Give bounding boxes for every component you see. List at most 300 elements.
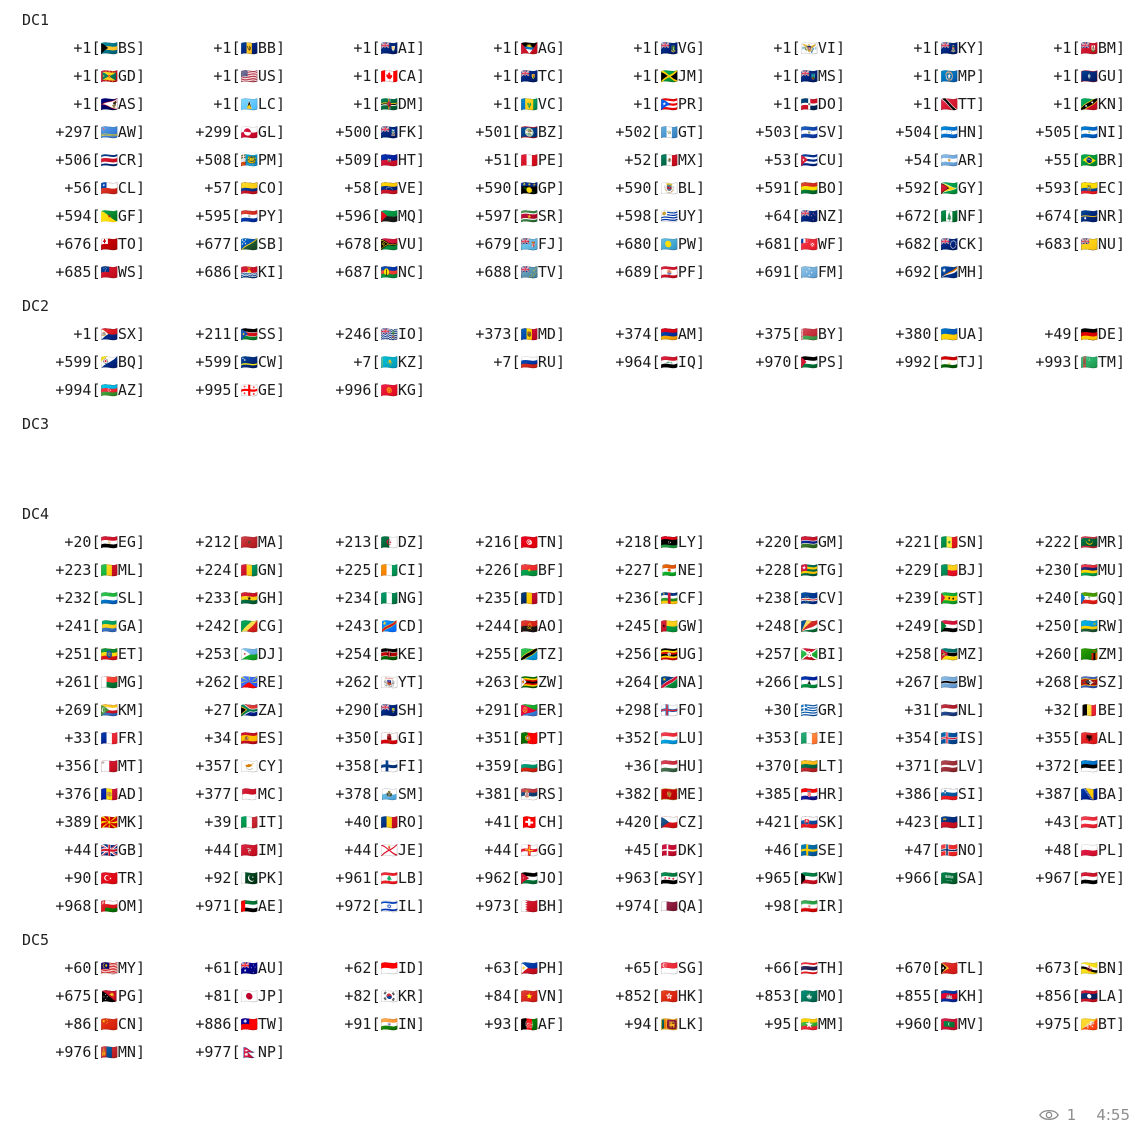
country-code-item[interactable]	[154, 1010, 294, 1038]
country-code-item[interactable]	[294, 836, 434, 864]
country-code-item[interactable]	[574, 612, 714, 640]
country-code-item[interactable]	[294, 780, 434, 808]
country-code-item[interactable]	[154, 836, 294, 864]
country-code-item[interactable]	[14, 640, 154, 668]
country-code-item[interactable]	[994, 668, 1134, 696]
bracket-close: ]	[695, 207, 705, 225]
country-code-item[interactable]	[714, 954, 854, 982]
bracket-open: [	[651, 39, 661, 57]
country-code-item[interactable]	[434, 808, 574, 836]
country-code-item[interactable]	[154, 982, 294, 1010]
country-code-item[interactable]	[434, 612, 574, 640]
country-code-item[interactable]	[574, 752, 714, 780]
country-code-item[interactable]	[994, 982, 1134, 1010]
country-code-item[interactable]	[294, 892, 434, 920]
flag-icon: 🇧🇷	[1080, 153, 1098, 169]
country-code-item[interactable]	[434, 1010, 574, 1038]
country-code-item[interactable]	[434, 348, 574, 376]
country-code-item[interactable]	[994, 1010, 1134, 1038]
iso-code: TD	[537, 589, 556, 607]
dial-code: +52	[624, 151, 652, 169]
country-code-item[interactable]	[854, 954, 994, 982]
country-code-item[interactable]	[574, 864, 714, 892]
country-code-item[interactable]	[994, 640, 1134, 668]
iso-code: ER	[537, 701, 556, 719]
country-code-item[interactable]	[14, 202, 154, 230]
country-code-item[interactable]	[154, 376, 294, 404]
country-code-item[interactable]	[154, 146, 294, 174]
iso-code: CV	[817, 589, 836, 607]
country-code-item[interactable]	[14, 892, 154, 920]
country-code-item[interactable]	[994, 864, 1134, 892]
bracket-close: ]	[835, 897, 845, 915]
country-code-item[interactable]	[994, 118, 1134, 146]
dial-code: +218	[615, 533, 652, 551]
country-code-item[interactable]	[154, 320, 294, 348]
country-code-item[interactable]	[294, 90, 434, 118]
country-code-item[interactable]	[154, 696, 294, 724]
dial-code: +249	[895, 617, 932, 635]
dial-code: +678	[335, 235, 372, 253]
country-code-item[interactable]	[434, 320, 574, 348]
country-code-item[interactable]	[294, 808, 434, 836]
country-code-item[interactable]	[154, 118, 294, 146]
country-code-item[interactable]	[574, 202, 714, 230]
dial-code: +54	[904, 151, 932, 169]
country-code-item[interactable]	[294, 348, 434, 376]
country-code-item[interactable]	[294, 174, 434, 202]
country-code-item[interactable]	[574, 954, 714, 982]
country-code-item[interactable]	[574, 724, 714, 752]
country-code-item[interactable]	[714, 724, 854, 752]
bracket-open: [	[371, 729, 381, 747]
country-code-item[interactable]	[434, 584, 574, 612]
country-code-item[interactable]	[574, 62, 714, 90]
country-code-item[interactable]	[574, 230, 714, 258]
country-code-item[interactable]	[294, 258, 434, 286]
country-code-item[interactable]	[854, 62, 994, 90]
country-code-item[interactable]	[14, 320, 154, 348]
flag-icon: 🇰🇪	[380, 647, 398, 663]
bracket-close: ]	[415, 729, 425, 747]
flag-icon: 🇯🇴	[520, 871, 538, 887]
bracket-open: [	[651, 123, 661, 141]
country-code-item[interactable]	[154, 808, 294, 836]
country-code-item[interactable]	[574, 118, 714, 146]
country-code-item[interactable]	[714, 864, 854, 892]
bracket-close: ]	[275, 589, 285, 607]
country-code-item[interactable]	[434, 668, 574, 696]
country-code-item[interactable]	[714, 808, 854, 836]
country-code-item[interactable]	[574, 836, 714, 864]
dial-code: +974	[615, 897, 652, 915]
dc-group-grid	[14, 320, 1130, 404]
country-code-item[interactable]	[434, 836, 574, 864]
country-code-item[interactable]	[434, 230, 574, 258]
flag-icon: 🇨🇳	[100, 1017, 118, 1033]
country-code-item[interactable]	[994, 696, 1134, 724]
country-code-item[interactable]	[294, 640, 434, 668]
bracket-open: [	[511, 1015, 521, 1033]
country-code-item[interactable]	[854, 528, 994, 556]
country-code-item[interactable]	[294, 62, 434, 90]
iso-code: PE	[537, 151, 556, 169]
country-code-item[interactable]	[714, 836, 854, 864]
country-code-item[interactable]	[434, 892, 574, 920]
flag-icon: 🇺🇸	[240, 69, 258, 85]
country-code-item[interactable]	[994, 836, 1134, 864]
country-code-item[interactable]	[574, 584, 714, 612]
country-code-item[interactable]	[574, 892, 714, 920]
bracket-open: [	[511, 673, 521, 691]
country-code-item[interactable]	[714, 174, 854, 202]
iso-code: SI	[957, 785, 976, 803]
country-code-item[interactable]	[14, 376, 154, 404]
country-code-item[interactable]	[434, 528, 574, 556]
country-code-item[interactable]	[854, 836, 994, 864]
country-code-item[interactable]	[294, 376, 434, 404]
country-code-item[interactable]	[294, 982, 434, 1010]
country-code-item[interactable]	[294, 146, 434, 174]
country-code-item[interactable]	[14, 118, 154, 146]
country-code-item[interactable]	[434, 780, 574, 808]
country-code-item[interactable]	[294, 320, 434, 348]
country-code-item[interactable]	[434, 258, 574, 286]
country-code-item[interactable]	[854, 584, 994, 612]
country-code-item[interactable]	[14, 528, 154, 556]
dial-code: +378	[335, 785, 372, 803]
country-code-item[interactable]	[14, 1038, 154, 1066]
country-code-item[interactable]	[294, 668, 434, 696]
country-code-item[interactable]	[854, 230, 994, 258]
country-code-item[interactable]	[574, 668, 714, 696]
country-code-item[interactable]	[154, 90, 294, 118]
country-code-item[interactable]	[854, 556, 994, 584]
country-code-item[interactable]	[714, 752, 854, 780]
country-code-item[interactable]	[294, 724, 434, 752]
country-code-item[interactable]	[14, 230, 154, 258]
country-code-item[interactable]	[574, 258, 714, 286]
country-code-item[interactable]	[154, 34, 294, 62]
country-code-item[interactable]	[154, 612, 294, 640]
bracket-close: ]	[695, 353, 705, 371]
country-code-item[interactable]	[714, 584, 854, 612]
country-code-item[interactable]	[714, 528, 854, 556]
country-code-item[interactable]	[574, 808, 714, 836]
country-code-item[interactable]	[294, 954, 434, 982]
country-code-item[interactable]	[854, 982, 994, 1010]
flag-icon: 🇬🇶	[1080, 591, 1098, 607]
country-code-item[interactable]	[14, 1010, 154, 1038]
dial-code: +972	[335, 897, 372, 915]
country-code-item[interactable]	[434, 982, 574, 1010]
country-code-item[interactable]	[994, 146, 1134, 174]
country-code-item[interactable]	[14, 696, 154, 724]
country-code-item[interactable]	[154, 892, 294, 920]
bracket-close: ]	[835, 617, 845, 635]
bracket-close: ]	[695, 729, 705, 747]
dial-code: +590	[615, 179, 652, 197]
country-code-item[interactable]	[14, 836, 154, 864]
country-code-item[interactable]	[294, 202, 434, 230]
bracket-open: [	[651, 757, 661, 775]
country-code-item[interactable]	[714, 780, 854, 808]
dial-code: +62	[344, 959, 372, 977]
country-code-item[interactable]	[14, 62, 154, 90]
country-code-item[interactable]	[854, 34, 994, 62]
country-code-item[interactable]	[994, 954, 1134, 982]
country-code-item[interactable]	[714, 612, 854, 640]
country-code-item[interactable]	[714, 118, 854, 146]
iso-code: SH	[397, 701, 416, 719]
country-code-item[interactable]	[854, 146, 994, 174]
country-code-item[interactable]	[574, 174, 714, 202]
country-code-item[interactable]	[994, 612, 1134, 640]
country-code-item[interactable]	[714, 62, 854, 90]
country-code-item[interactable]	[434, 118, 574, 146]
country-code-item[interactable]	[154, 174, 294, 202]
dial-code: +853	[755, 987, 792, 1005]
country-code-item[interactable]	[294, 612, 434, 640]
country-code-item[interactable]	[994, 34, 1134, 62]
country-code-item[interactable]	[14, 780, 154, 808]
country-code-item[interactable]	[714, 1010, 854, 1038]
country-code-item[interactable]	[714, 146, 854, 174]
country-code-item[interactable]	[574, 320, 714, 348]
flag-icon: 🇬🇮	[380, 731, 398, 747]
country-code-item[interactable]	[854, 90, 994, 118]
country-code-item[interactable]	[854, 864, 994, 892]
dial-code: +240	[1035, 589, 1072, 607]
bracket-close: ]	[975, 263, 985, 281]
bracket-close: ]	[415, 617, 425, 635]
country-code-item[interactable]	[994, 320, 1134, 348]
dial-code: +686	[195, 263, 232, 281]
country-code-item[interactable]	[14, 808, 154, 836]
country-code-item[interactable]	[994, 808, 1134, 836]
country-code-item[interactable]	[434, 864, 574, 892]
country-code-item[interactable]	[434, 954, 574, 982]
country-code-item[interactable]	[714, 320, 854, 348]
flag-icon: 🇻🇮	[800, 41, 818, 57]
country-code-item[interactable]	[854, 780, 994, 808]
country-code-item[interactable]	[294, 230, 434, 258]
iso-code: IT	[257, 813, 276, 831]
country-code-item[interactable]	[714, 640, 854, 668]
country-code-item[interactable]	[994, 780, 1134, 808]
country-code-item[interactable]	[994, 62, 1134, 90]
flag-icon: 🇸🇷	[520, 209, 538, 225]
country-code-item[interactable]	[574, 640, 714, 668]
bracket-open: [	[931, 325, 941, 343]
country-code-item[interactable]	[714, 34, 854, 62]
iso-code: VG	[677, 39, 696, 57]
country-code-item[interactable]	[14, 556, 154, 584]
iso-code: AZ	[117, 381, 136, 399]
bracket-open: [	[511, 785, 521, 803]
country-code-item[interactable]	[854, 320, 994, 348]
flag-icon: 🇹🇻	[520, 265, 538, 281]
country-code-item[interactable]	[714, 892, 854, 920]
country-code-item[interactable]	[14, 982, 154, 1010]
country-code-item[interactable]	[14, 864, 154, 892]
country-code-item[interactable]	[994, 752, 1134, 780]
flag-icon: 🇧🇲	[1080, 41, 1098, 57]
country-code-item[interactable]	[14, 258, 154, 286]
bracket-close: ]	[275, 207, 285, 225]
country-code-item[interactable]	[14, 174, 154, 202]
country-code-item[interactable]	[294, 556, 434, 584]
country-code-item[interactable]	[854, 348, 994, 376]
bracket-close: ]	[555, 589, 565, 607]
country-code-item[interactable]	[994, 348, 1134, 376]
country-code-item[interactable]	[14, 34, 154, 62]
country-code-item[interactable]	[994, 556, 1134, 584]
bracket-open: [	[371, 645, 381, 663]
country-code-item[interactable]	[714, 556, 854, 584]
country-code-item[interactable]	[154, 752, 294, 780]
country-code-item[interactable]	[854, 752, 994, 780]
country-code-item[interactable]	[994, 174, 1134, 202]
country-code-item[interactable]	[854, 202, 994, 230]
country-code-item[interactable]	[434, 556, 574, 584]
country-code-item[interactable]	[434, 62, 574, 90]
bracket-close: ]	[1115, 179, 1125, 197]
country-code-item[interactable]	[154, 348, 294, 376]
country-code-item[interactable]	[714, 230, 854, 258]
country-code-item[interactable]	[154, 864, 294, 892]
country-code-item[interactable]	[854, 174, 994, 202]
country-code-item[interactable]	[294, 1010, 434, 1038]
country-code-item[interactable]	[574, 556, 714, 584]
country-code-item[interactable]	[854, 696, 994, 724]
country-code-item[interactable]	[854, 118, 994, 146]
country-code-item[interactable]	[854, 724, 994, 752]
country-code-item[interactable]	[154, 640, 294, 668]
country-code-item[interactable]	[854, 258, 994, 286]
country-code-item[interactable]	[574, 528, 714, 556]
country-code-item[interactable]	[574, 348, 714, 376]
country-code-item[interactable]	[714, 348, 854, 376]
country-code-item[interactable]	[294, 528, 434, 556]
country-code-item[interactable]	[994, 528, 1134, 556]
dial-code: +509	[335, 151, 372, 169]
country-code-item[interactable]	[434, 90, 574, 118]
dial-code: +216	[475, 533, 512, 551]
bracket-open: [	[511, 263, 521, 281]
country-code-item[interactable]	[994, 584, 1134, 612]
bracket-open: [	[791, 123, 801, 141]
iso-code: ZA	[257, 701, 276, 719]
country-code-item[interactable]	[294, 584, 434, 612]
country-code-item[interactable]	[14, 752, 154, 780]
bracket-close: ]	[695, 897, 705, 915]
country-code-item[interactable]	[294, 34, 434, 62]
bracket-open: [	[931, 533, 941, 551]
country-code-item[interactable]	[574, 696, 714, 724]
country-code-item[interactable]	[14, 146, 154, 174]
bracket-close: ]	[415, 353, 425, 371]
country-code-item[interactable]	[434, 696, 574, 724]
country-code-item[interactable]	[714, 668, 854, 696]
country-code-item[interactable]	[14, 90, 154, 118]
country-code-item[interactable]	[154, 1038, 294, 1066]
bracket-close: ]	[275, 263, 285, 281]
country-code-item[interactable]	[574, 1010, 714, 1038]
bracket-open: [	[91, 841, 101, 859]
country-code-item[interactable]	[154, 724, 294, 752]
country-code-item[interactable]	[434, 640, 574, 668]
country-code-item[interactable]	[14, 954, 154, 982]
country-code-item[interactable]	[154, 780, 294, 808]
country-code-item[interactable]	[714, 202, 854, 230]
country-code-item[interactable]	[434, 174, 574, 202]
bracket-open: [	[511, 757, 521, 775]
country-code-item[interactable]	[14, 724, 154, 752]
country-code-item[interactable]	[154, 556, 294, 584]
country-code-item[interactable]	[714, 258, 854, 286]
country-code-item[interactable]	[714, 90, 854, 118]
country-code-item[interactable]	[14, 584, 154, 612]
country-code-item[interactable]	[434, 34, 574, 62]
country-code-item[interactable]	[574, 34, 714, 62]
country-code-item[interactable]	[854, 1010, 994, 1038]
country-code-item[interactable]	[434, 202, 574, 230]
bracket-close: ]	[135, 325, 145, 343]
country-code-item[interactable]	[854, 808, 994, 836]
country-code-item[interactable]	[14, 348, 154, 376]
country-code-item[interactable]	[154, 954, 294, 982]
country-code-item[interactable]	[854, 640, 994, 668]
country-code-item[interactable]	[434, 146, 574, 174]
country-code-item[interactable]	[14, 668, 154, 696]
country-code-item[interactable]	[154, 230, 294, 258]
country-code-item[interactable]	[434, 724, 574, 752]
iso-code: BL	[677, 179, 696, 197]
country-code-item[interactable]	[294, 864, 434, 892]
bracket-close: ]	[135, 123, 145, 141]
country-code-item[interactable]	[574, 90, 714, 118]
country-code-item[interactable]	[154, 584, 294, 612]
bracket-open: [	[1071, 1015, 1081, 1033]
country-code-item[interactable]	[714, 982, 854, 1010]
country-code-item[interactable]	[994, 724, 1134, 752]
country-code-item[interactable]	[154, 528, 294, 556]
country-code-item[interactable]	[294, 118, 434, 146]
country-code-item[interactable]	[154, 258, 294, 286]
country-code-item[interactable]	[994, 202, 1134, 230]
country-code-item[interactable]	[294, 696, 434, 724]
country-code-item[interactable]	[574, 146, 714, 174]
country-code-item[interactable]	[854, 612, 994, 640]
flag-icon: 🇲🇱	[100, 563, 118, 579]
country-code-item[interactable]	[574, 780, 714, 808]
country-code-item[interactable]	[994, 90, 1134, 118]
country-code-item[interactable]	[854, 668, 994, 696]
country-code-item[interactable]	[294, 752, 434, 780]
country-code-item[interactable]	[574, 982, 714, 1010]
country-code-item[interactable]	[994, 230, 1134, 258]
country-code-item[interactable]	[714, 696, 854, 724]
country-code-item[interactable]	[434, 752, 574, 780]
country-code-item[interactable]	[14, 612, 154, 640]
country-code-item[interactable]	[154, 62, 294, 90]
dial-code: +233	[195, 589, 232, 607]
country-code-item[interactable]	[154, 202, 294, 230]
flag-icon: 🇫🇲	[800, 265, 818, 281]
country-code-item[interactable]	[154, 668, 294, 696]
bracket-close: ]	[555, 207, 565, 225]
